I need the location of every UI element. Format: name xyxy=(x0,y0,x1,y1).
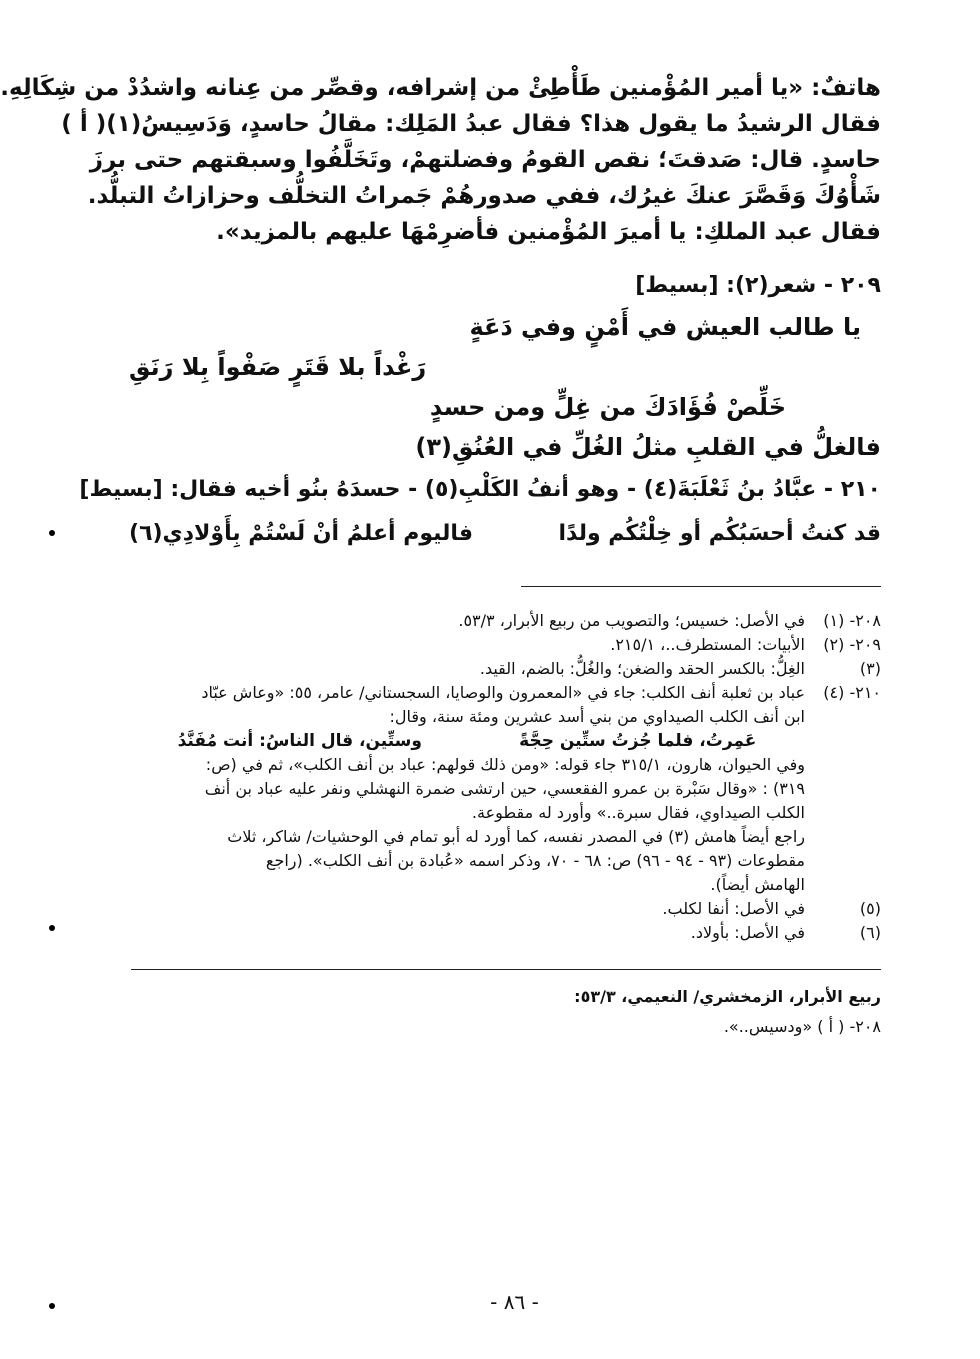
footnote-text: الغِلُّ: بالكسر الحقد والضغن؛ والغُلُّ: بالضم، القيد. xyxy=(479,659,805,678)
footnote-text: في الأصل: أنفا لكلب. xyxy=(662,899,805,918)
footnote-text: مقطوعات (٩٣ - ٩٤ - ٩٦) ص: ٦٨ - ٧٠، وذكر اسمه «عُبادة بن أنف الكلب». (راجع xyxy=(265,851,805,870)
page-content xyxy=(0,70,881,1042)
entry-210-heading: ٢١٠ - عبَّادُ بنُ ثَعْلَبَةَ(٤) - وهو أنفُ الكَلْبِ(٥) - حسدَهُ بنُو أخيه فقال: [بسيط] xyxy=(79,477,881,502)
prose-line: حاسدٍ. قال: صَدقتَ؛ نقص القومُ وفضلتهمْ، وتَخَلَّفُوا وسبقتهم حتى برزَ xyxy=(89,147,881,173)
source-title: ربيع الأبرار، الزمخشري/ النعيمي، ٥٣/٣: xyxy=(574,987,881,1006)
footnote-text: الكلب الصيداوي، فقال سبرة..» وأورد له مقطوعة. xyxy=(471,803,805,822)
footnote-number: ٢٠٨- (١) xyxy=(823,611,881,630)
prose-line: فقال عبد الملكِ: يا أميرَ المُؤْمنين فأضرِمْهَا عليهم بالمزيد». xyxy=(216,219,881,245)
verse-hemistich-left: وستِّين، قال الناسُ: أنت مُفَنَّدُ xyxy=(177,731,422,751)
footnote-item xyxy=(129,921,881,945)
footnote-number: ٢٠٩- (٢) xyxy=(823,635,881,654)
source-notes xyxy=(129,982,881,1042)
footnote-text: في الأصل: بأولاد. xyxy=(690,923,805,942)
verse-hemistich-right: قد كنتُ أحسَبُكُم أو خِلْتُكُم ولدًا xyxy=(558,521,881,546)
margin-mark xyxy=(49,1303,55,1309)
footnote-text: وفي الحيوان، هارون، ٣١٥/١ جاء قوله: «ومن ذلك قولهم: عباد بن أنف الكلب»، ثم في (ص: xyxy=(205,755,805,774)
prose-block xyxy=(0,70,881,250)
footnote-text: الهامش أيضاً). xyxy=(710,875,805,894)
verse-line: فالغلُّ في القلبِ مثلُ الغُلِّ في العُنُقِ(٣) xyxy=(415,433,881,461)
footnote-verse xyxy=(129,729,805,753)
footnote-text: ٣١٩) : «وقال سَبْرة بن عمرو الفقعسي، حين ارتشى ضمرة النهشلي ونفر عليه عباد بن أنف xyxy=(204,779,805,798)
verse-hemistich-right: عَمِرتُ، فلما جُزتُ ستِّين حِجَّةً xyxy=(519,731,757,751)
verse-line: خَلِّصْ فُؤَادَكَ من غِلٍّ ومن حسدٍ xyxy=(429,393,786,421)
footnote-number: ٢١٠- (٤) xyxy=(823,683,881,702)
verse-hemistich-left: فاليوم أعلمُ أنْ لَسْتُمْ بِأَوْلادِي(٦) xyxy=(129,521,474,546)
prose-line: هاتفٌ: «يا أمير المُؤْمنين طَأْطِئْ من إشرافه، وقصِّر من عِنانه واشدُدْ من شِكَالِهِ. xyxy=(0,75,881,101)
footnote-item xyxy=(129,897,881,921)
entry-209-heading: ٢٠٩ - شعر(٢): [بسيط] xyxy=(635,273,881,298)
prose-line: فقال الرشيدُ ما يقول هذا؟ فقال عبدُ المَلِك: مقالُ حاسدٍ، وَدَسِيسُ(١)( أ ) xyxy=(61,111,881,137)
source-note: ٢٠٨- ( أ ) «ودسيس..». xyxy=(723,1017,881,1036)
footnote-number: (٣) xyxy=(859,659,881,678)
footnote-text: عباد بن ثعلبة أنف الكلب: جاء في «المعمرون والوصايا، السجستاني/ عامر، ٥٥: «وعاش عبّاد xyxy=(201,683,805,702)
footnote-item xyxy=(129,657,881,681)
footnotes xyxy=(129,609,881,945)
footnote-text: راجع أيضاً هامش (٣) في المصدر نفسه، كما أورد له أبو تمام في الوحشيات/ شاكر، ثلاث xyxy=(227,827,805,846)
footnote-text: في الأصل: خسيس؛ والتصويب من ربيع الأبرار، ٥٣/٣. xyxy=(458,611,805,630)
footnote-number: (٥) xyxy=(859,899,881,918)
verse-line: رَغْداً بلا قَتَرٍ صَفْواً بِلا رَنَقِ xyxy=(129,353,427,381)
page-number: - ٨٦ - xyxy=(490,1290,539,1314)
margin-mark xyxy=(49,530,55,536)
verse-line: يا طالب العيش في أَمْنٍ وفي دَعَةٍ xyxy=(469,313,861,341)
prose-line: شَأْوُكَ وَقَصَّرَ عنكَ غيرُك، ففي صدورهُمْ جَمراتُ التخلُّف وحزازاتُ التبلُّد. xyxy=(87,183,881,209)
footnote-item xyxy=(129,609,881,633)
footnote-text: ابن أنف الكلب الصيداوي من بني أسد عشرين ومئة سنة، وقال: xyxy=(389,707,805,726)
footnote-item xyxy=(129,681,881,897)
footnote-item xyxy=(129,633,881,657)
footnote-number: (٦) xyxy=(859,923,881,942)
source-divider xyxy=(131,969,881,970)
entry-210-verse xyxy=(129,516,881,552)
footnote-text: الأبيات: المستطرف..، ٢١٥/١. xyxy=(610,635,805,654)
margin-mark xyxy=(49,925,55,931)
footnote-divider xyxy=(521,586,881,587)
